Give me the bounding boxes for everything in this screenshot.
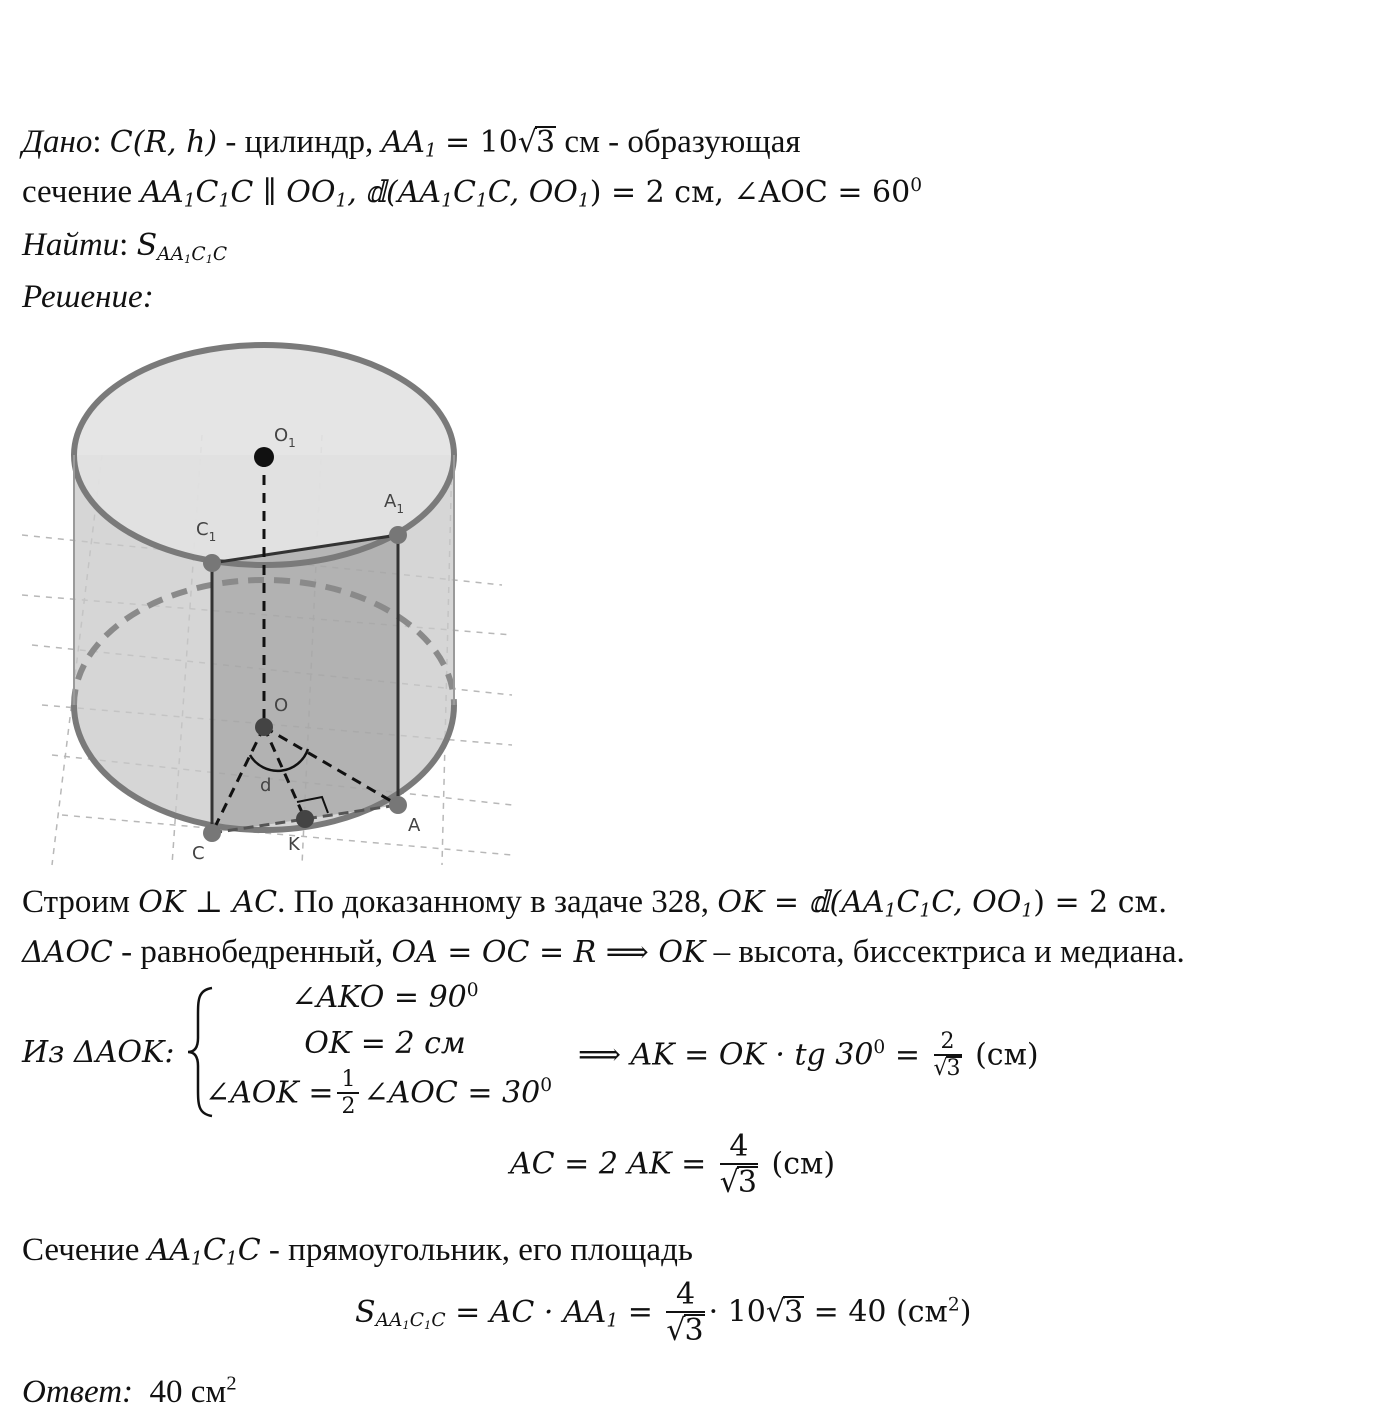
cylinder-diagram [22, 335, 522, 875]
given-line-2 [22, 172, 922, 213]
label-o1: $O_1$ [274, 425, 296, 450]
solution-label: Решение: [22, 279, 154, 315]
ok-distance: OK = $𝕕(AA_1C_1C$, $OO_1$ [717, 885, 1034, 922]
ac-result: AC = 2 AK = $\frac{4}{√3}$ (см) [510, 1129, 836, 1200]
section-name: $AA_1C_1C$ [147, 1233, 261, 1270]
find-area: $S_{AA_1C_1C}$ [136, 228, 228, 266]
label-c1: $C_1$ [196, 519, 217, 544]
distance-tail: ) = 2 см, ∠AOC = $60^0$ [589, 174, 923, 210]
cylinder-figure [22, 335, 522, 875]
system-row-2: OK = 2 см [304, 1026, 466, 1061]
label-d: d [260, 775, 272, 796]
unit-cm: см [564, 124, 600, 160]
triangle-aoc: ΔAOC [22, 935, 113, 970]
ak-result: ⟹ AK = OK · tg $30^0$ = $\frac{2}{√3}$ (см) [578, 1029, 1039, 1082]
label-c: C [192, 843, 205, 864]
find-line: Найти: $S_{AA_1C_1C}$ [22, 227, 228, 266]
step3-prefix: Из ΔAOK: [22, 1035, 175, 1070]
cylinder-notation: C(R, h) [109, 125, 218, 160]
system-row-3: ∠AOK = $\frac{1}{2}$ ∠AOC = $30^0$ [205, 1067, 553, 1120]
aa1-value: = 10√3 [444, 125, 556, 160]
distance-expr: $𝕕(AA_1C_1C$, $OO_1$ [365, 175, 590, 212]
step5-line: Сечение $AA_1C_1C$ - прямоугольник, его площадь [22, 1232, 693, 1270]
answer-line [22, 1372, 237, 1412]
find-label: Найти [22, 227, 120, 263]
step2-line: ΔAOC - равнобедренный, OA = OC = R ⟹ OK – высота, биссектриса и медиана. [22, 934, 1185, 970]
answer-value: 40 $см^2$ [149, 1372, 237, 1410]
step1-line: Строим OK ⊥ AC. По доказанному в задаче 328, OK = $𝕕(AA_1C_1C$, $OO_1) = 2$ см. [22, 884, 1168, 922]
aa1-symbol: $AA_1$ [381, 125, 437, 162]
isosceles-eq: OA = OC = R ⟹ OK [391, 935, 706, 970]
area-result: $S_{AA_1C_1C}$ = AC · $AA_1$ = $\frac{4}{√3}$ · 10√3 = 40 $(см^2)$ [355, 1277, 972, 1348]
given-label: Дано [22, 124, 93, 160]
label-a: A [408, 815, 421, 836]
section-parallel: $AA_1C_1C$ ∥ $OO_1$, [140, 175, 357, 212]
label-k: K [288, 834, 300, 855]
generatrix-word: образующая [627, 124, 801, 160]
label-a1: $A_1$ [384, 491, 404, 516]
given-line-1: Дано: C(R, h) - цилиндр, $AA_1 = 10√3$ см - образующая [22, 124, 801, 162]
system-row-1: ∠AKO = $90^0$ [291, 979, 479, 1015]
section-word: сечение [22, 174, 133, 210]
cylinder-word: цилиндр [244, 124, 366, 160]
ok-perp-ac: OK ⊥ AC [138, 885, 278, 920]
system-of-equations [205, 980, 575, 1120]
answer-label: Ответ: [22, 1374, 134, 1410]
label-o: O [274, 695, 289, 716]
